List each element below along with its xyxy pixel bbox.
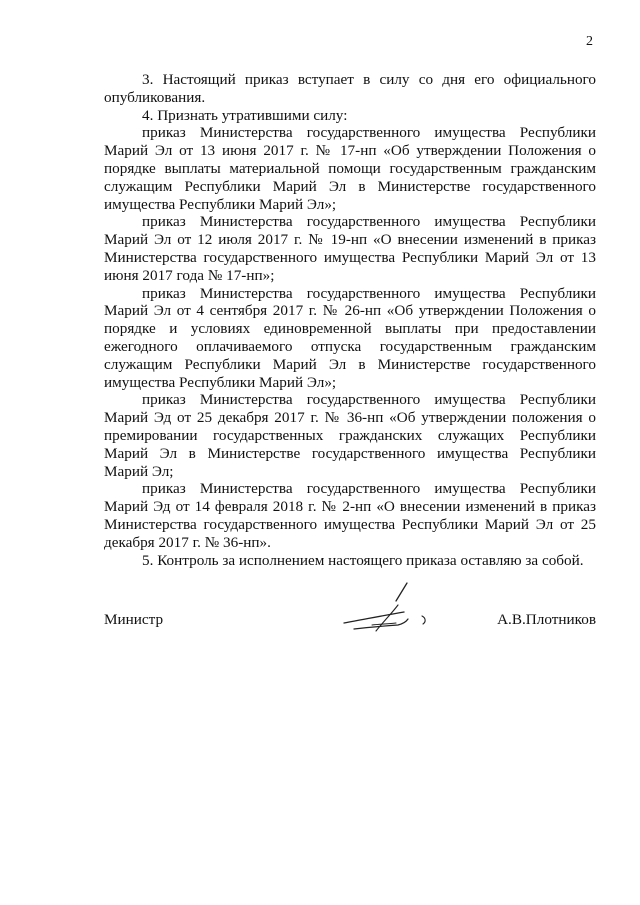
paragraph-repeal-heading: 4. Признать утратившими силу: (142, 106, 348, 124)
handwritten-signature (336, 575, 436, 645)
paragraph-repealed-order-5: приказ Министерства государственного имущества Республики Марий Эд от 14 февраля 2018 г. № 2-нп «О внесении изменений в приказ Министерства государственного имущества Республики Марий Эл от 25 декабря 2017 г. № 36-нп». (104, 480, 596, 551)
paragraph-effective-date: 3. Настоящий приказ вступает в силу со дня его официального опубликования. (104, 71, 596, 106)
paragraph-repealed-order-1: приказ Министерства государственного имущества Республики Марий Эл от 13 июня 2017 г. № 17-нп «Об утверждении Положения о порядке выплаты материальной помощи государственным гражданским служащим Республики Марий Эл в Министерстве государственного имущества Республики Марий Эл»; (104, 124, 596, 213)
document-body (104, 71, 596, 569)
signer-position: Министр (104, 611, 164, 628)
page-number: 2 (586, 34, 593, 49)
paragraph-repealed-order-2: приказ Министерства государственного имущества Республики Марий Эл от 12 июля 2017 г. № 19-нп «О внесении изменений в приказ Министерства государственного имущества Республики Марий Эл от 13 июня 2017 года № 17-нп»; (104, 213, 596, 284)
signer-name: А.В.Плотников (497, 611, 596, 628)
paragraph-control: 5. Контроль за исполнением настоящего приказа оставляю за собой. (142, 551, 584, 569)
paragraph-repealed-order-3: приказ Министерства государственного имущества Республики Марий Эл от 4 сентября 2017 г. № 26-нп «Об утверждении Положения о порядке и условиях единовременной выплаты при предоставлении ежегодного оплачиваемого отпуска государственным гражданским служащим Республики Марий Эл в Министерстве государственного имущества Республики Марий Эл»; (104, 284, 596, 391)
paragraph-repealed-order-4: приказ Министерства государственного имущества Республики Марий Эд от 25 декабря 2017 г. № 36-нп «Об утверждении положения о премировании государственных гражданских служащих Республики Марий Эл в Министерстве государственного имущества Республики Марий Эл; (104, 391, 596, 480)
signature-block (104, 575, 596, 645)
